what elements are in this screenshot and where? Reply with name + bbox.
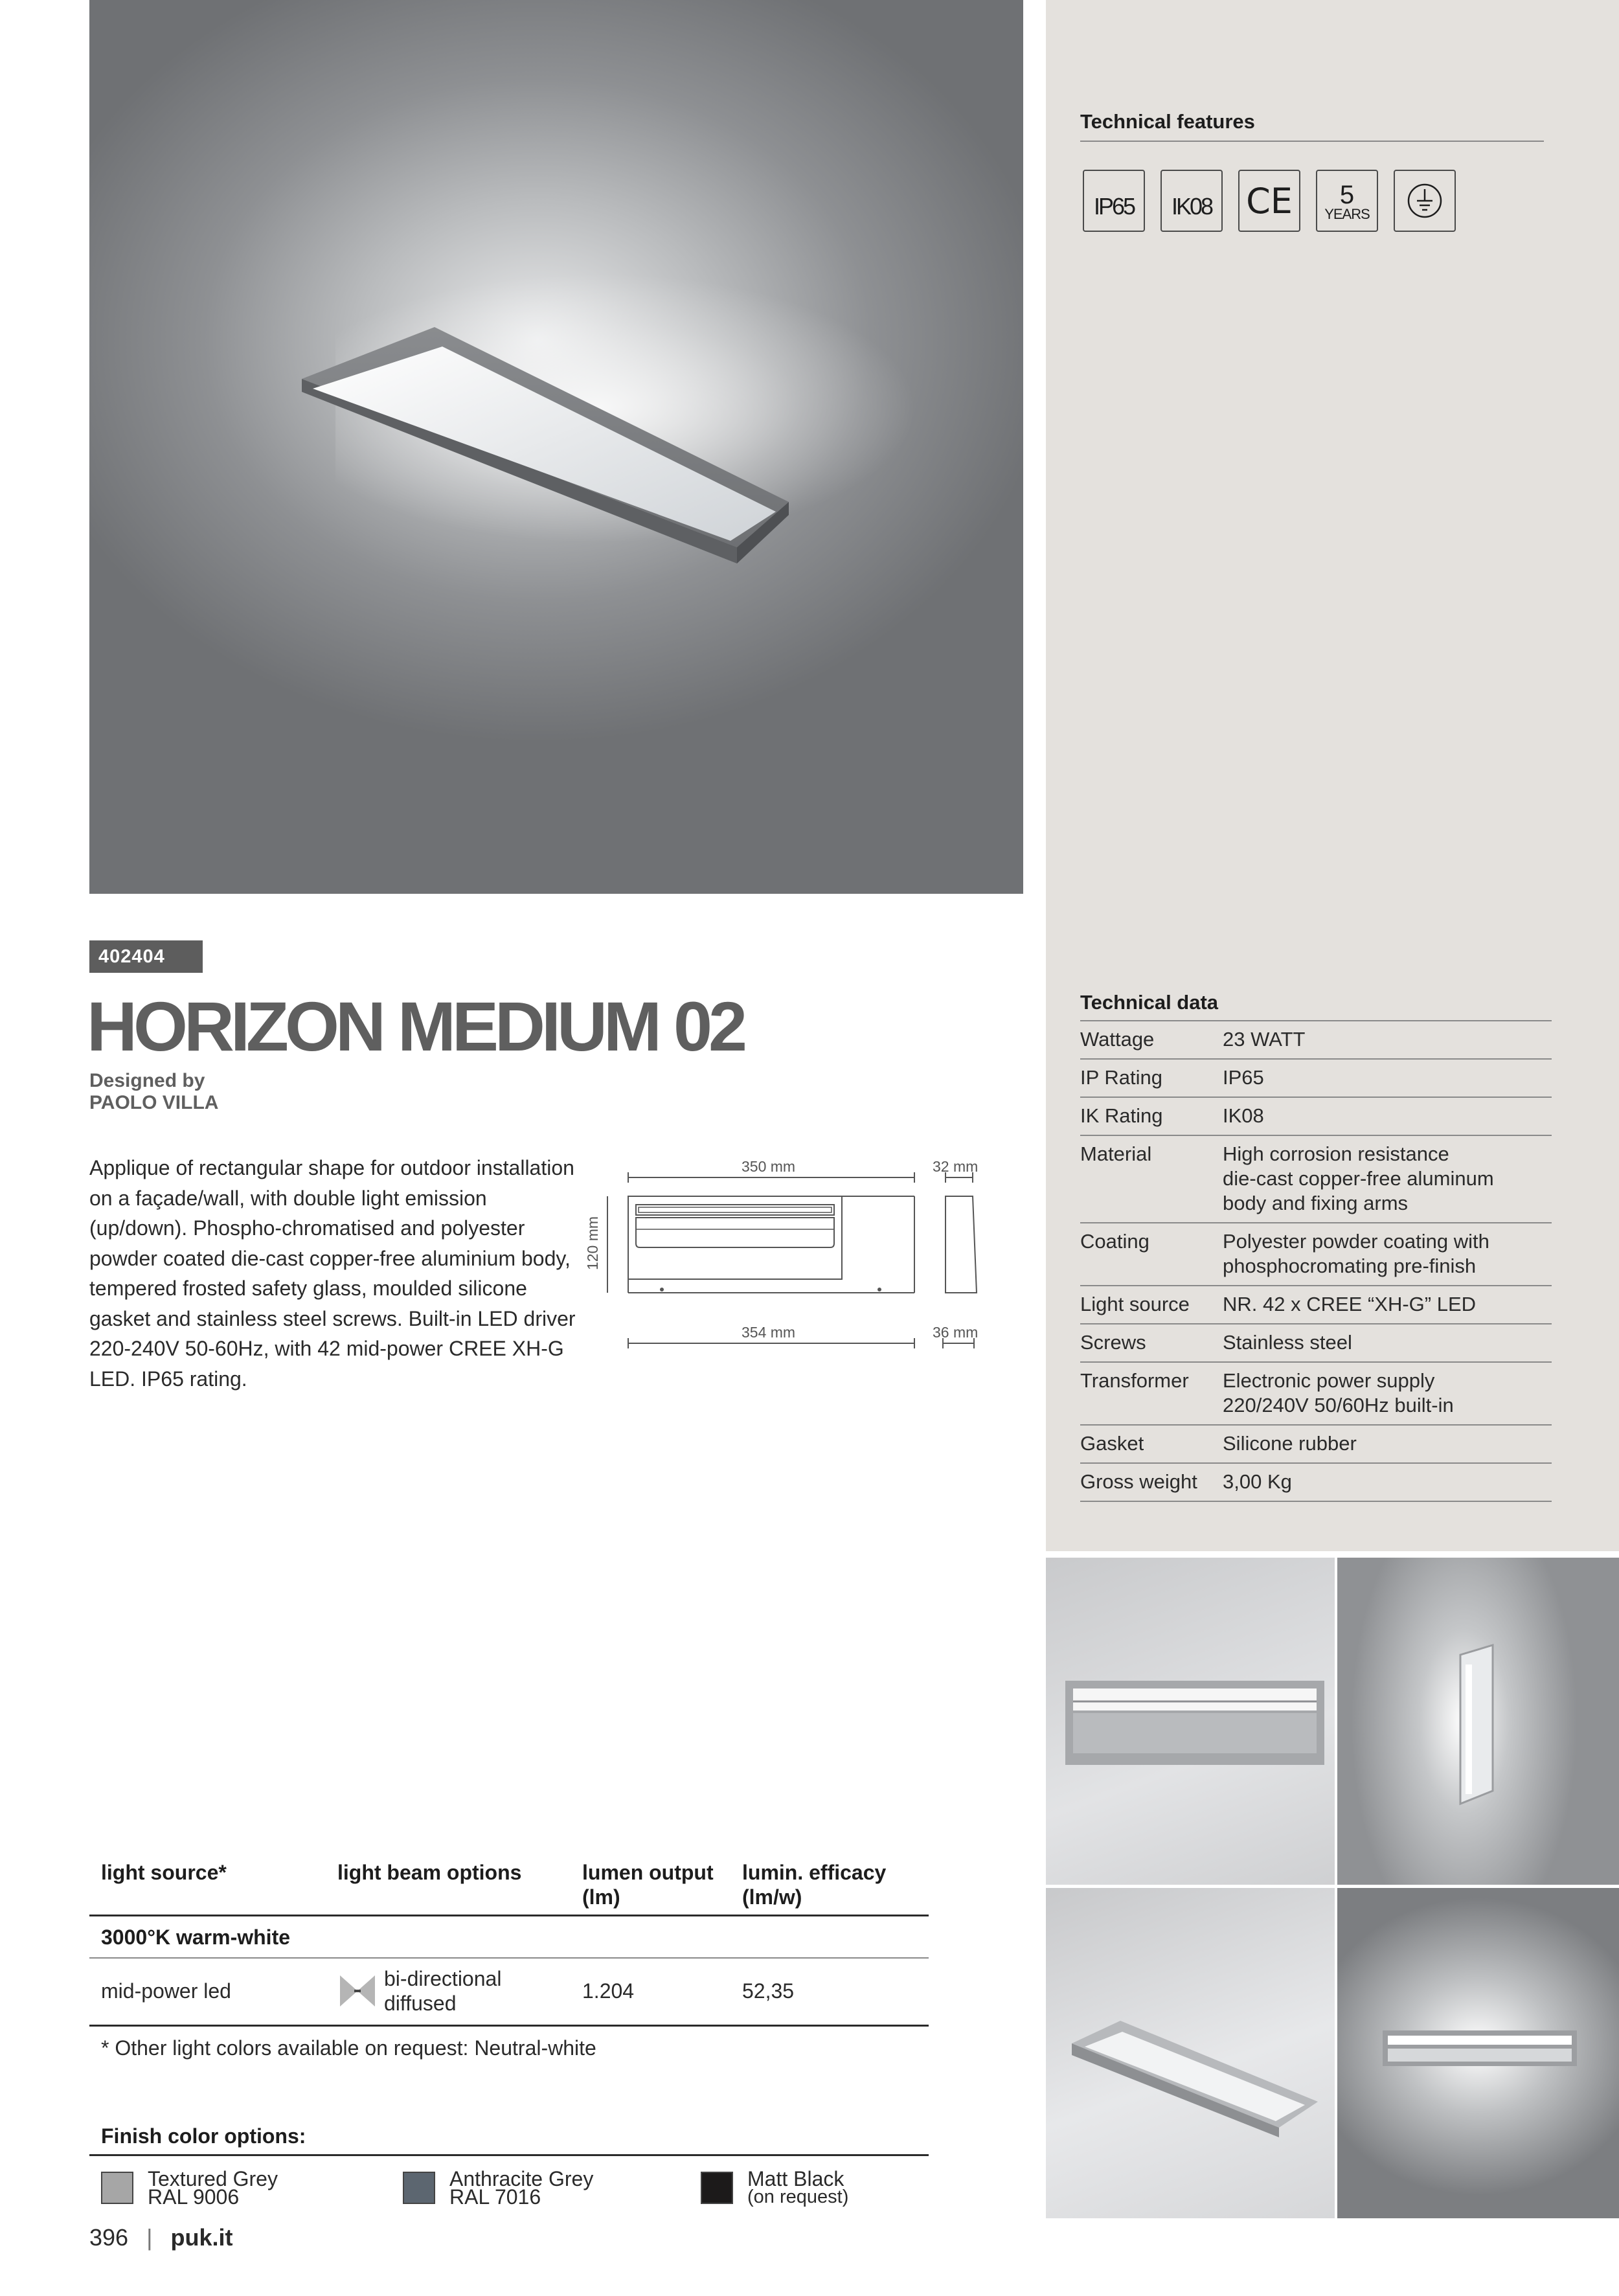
table-row: IP Rating IP65 [1080,1060,1552,1098]
earth-ground-icon [1394,170,1456,232]
wall-lamp-illustration [89,0,1023,894]
finish-option: Anthracite Grey RAL 7016 [403,2170,593,2206]
beam-option: bi-directional diffused [337,1966,582,2016]
color-swatch [403,2172,435,2204]
finish-option: Textured Grey RAL 9006 [101,2170,278,2206]
technical-data-heading: Technical data [1080,991,1219,1014]
lamp-front-view-illustration [1046,1558,1335,1885]
product-code-badge: 402404 [89,940,203,973]
dimension-depth-top: 32 mm [933,1158,979,1175]
table-row: mid-power led bi-directional diffused 1.204 52,35 [89,1959,929,2027]
table-row: Gasket Silicone rubber [1080,1426,1552,1464]
product-hero-photo [89,0,1023,894]
table-row: Coating Polyester powder coating with phosphocromating pre-finish [1080,1223,1552,1286]
lamp-vertical-view-illustration [1337,1558,1619,1885]
footnote: * Other light colors available on request: Neutral-white [101,2036,596,2060]
thumbnail-photo-front [1046,1558,1335,1885]
bi-directional-beam-icon [337,1973,378,2009]
designed-by-label: Designed by [89,1070,205,1091]
warranty-5-years-icon: 5 YEARS [1316,170,1378,232]
thumbnail-photo-angled [1046,1888,1335,2218]
dimension-depth-bottom: 36 mm [933,1324,979,1341]
table-header: light source* light beam options lumen output (lm) lumin. efficacy (lm/w) [89,1860,929,1916]
table-row: Light source NR. 42 x CREE “XH-G” LED [1080,1286,1552,1324]
page-number: 396 [89,2224,129,2251]
feature-icons-row [1083,170,1456,232]
finish-heading: Finish color options: [101,2124,306,2148]
table-section-title: 3000°K warm-white [89,1916,929,1959]
table-row: Transformer Electronic power supply 220/240V 50/60Hz built-in [1080,1363,1552,1426]
designer-credit [89,1070,218,1114]
divider [1080,141,1544,142]
website-link[interactable]: puk.it [170,2224,233,2251]
ik08-icon: IK08 [1160,170,1223,232]
product-description: Applique of rectangular shape for outdoor installation on a façade/wall, with double light emission (up/down). Phospho-chromatised and polyester powder coated die-cast copper-free aluminium body, tempered frosted safety glass, moulded silicone gasket and stainless steel screws. Built-in LED driver 220-240V 50-60Hz, with 42 mid-power CREE XH-G LED. IP65 rating. [89,1156,576,1391]
dimension-drawing [576,1153,991,1367]
ce-mark-icon: CE [1238,170,1300,232]
dimension-height: 120 mm [584,1216,602,1271]
table-row: Material High corrosion resistance die-cast copper-free aluminum body and fixing arms [1080,1136,1552,1223]
thumbnail-photo-lit [1337,1888,1619,2218]
lamp-lit-view-illustration [1337,1888,1619,2218]
ip65-icon: IP65 [1083,170,1145,232]
table-row: IK Rating IK08 [1080,1098,1552,1136]
table-row: Screws Stainless steel [1080,1324,1552,1363]
divider [89,2154,929,2156]
lamp-angled-view-illustration [1046,1888,1335,2218]
technical-data-table [1080,1021,1552,1502]
thumbnail-photo-vertical [1337,1558,1619,1885]
designer-name: PAOLO VILLA [89,1092,219,1113]
dimension-width-bottom: 354 mm [742,1324,796,1341]
color-swatch [101,2172,133,2204]
table-row: Wattage 23 WATT [1080,1021,1552,1060]
table-row: Gross weight 3,00 Kg [1080,1464,1552,1502]
product-title: HORIZON MEDIUM 02 [87,987,744,1065]
color-swatch [701,2172,733,2204]
footer-separator: | [146,2224,153,2251]
page-footer [89,2224,232,2251]
finish-option: Matt Black (on request) [701,2170,848,2206]
dimension-width-top: 350 mm [742,1158,796,1175]
technical-features-heading: Technical features [1080,110,1255,133]
light-source-table [89,1860,929,2027]
